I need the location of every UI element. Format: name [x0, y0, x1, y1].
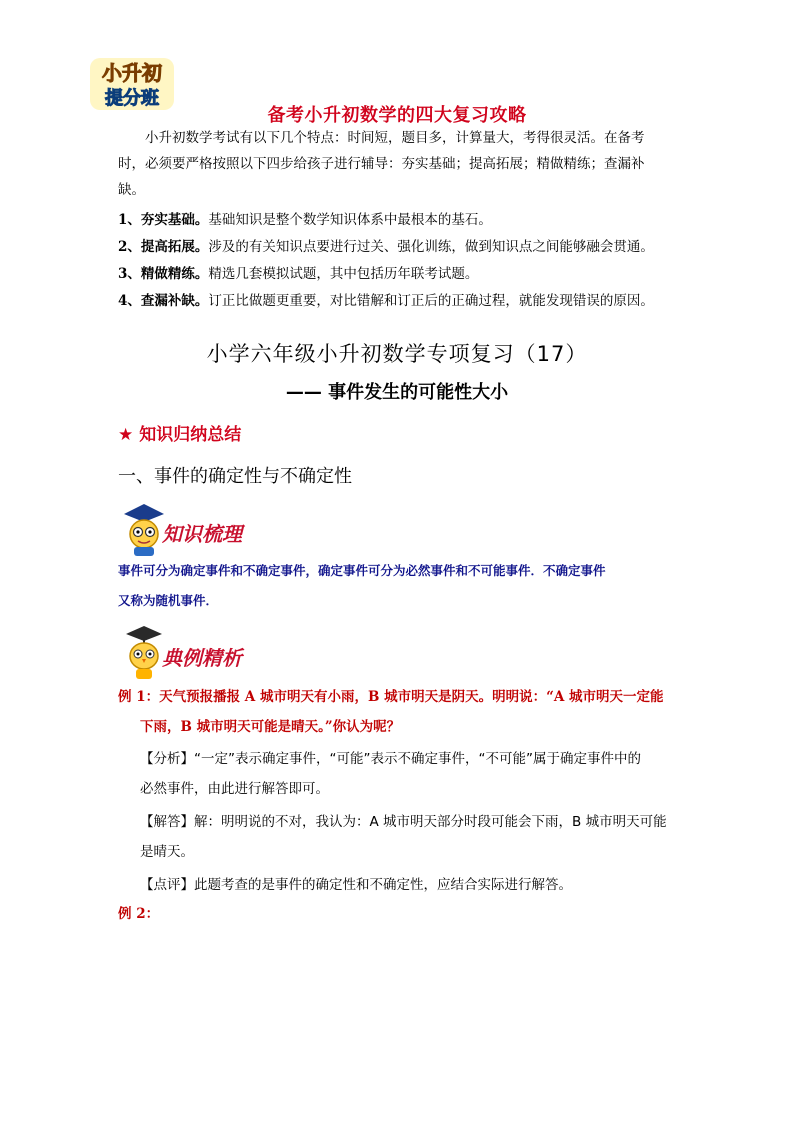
- comment-block: [140, 870, 680, 900]
- example-1-question: [118, 682, 688, 742]
- answer-block: [140, 807, 680, 867]
- section-heading-label: 知识归纳总结: [139, 425, 242, 445]
- example-badge-label: 典例精析: [162, 646, 242, 670]
- lesson-title: 小学六年级小升初数学专项复习（17）: [206, 342, 588, 366]
- page-title: 备考小升初数学的四大复习攻略: [267, 105, 527, 126]
- step-1-bold: 夯实基础。: [140, 212, 209, 228]
- step-2: [118, 234, 698, 260]
- analysis-line-2: 必然事件，由此进行解答即可。: [140, 781, 329, 797]
- knowledge-line-2: 又称为随机事件．: [118, 593, 219, 608]
- analysis-line-1: 【分析】“一定”表示确定事件，“可能”表示不确定事件，“不可能”属于确定事件中的: [140, 751, 641, 767]
- knowledge-badge-label: 知识梳理: [162, 522, 242, 546]
- lesson-subtitle: —— 事件发生的可能性大小: [285, 382, 509, 403]
- step-3-bold: 精做精练。: [140, 266, 209, 282]
- star-icon: ★: [118, 425, 134, 445]
- intro-line-1: 小升初数学考试有以下几个特点：时间短，题目多，计算量大，考得很灵活。在备考: [145, 130, 645, 146]
- step-1: [118, 207, 698, 233]
- intro-line-2: 时，必须要严格按照以下四步给孩子进行辅导：夯实基础；提高拓展；精做精练；查漏补: [118, 156, 645, 172]
- step-2-bold: 提高拓展。: [140, 239, 209, 255]
- example-2-label: 例 2：: [118, 906, 160, 922]
- subsection-heading: 一、事件的确定性与不确定性: [118, 466, 352, 487]
- example-badge: [118, 624, 278, 682]
- answer-line-2: 是晴天。: [140, 844, 194, 860]
- example-1-line-1: 例 1：天气预报播报 A 城市明天有小雨，B 城市明天是阴天。明明说：“A 城市明天一定能: [118, 689, 664, 705]
- step-1-num: 1、: [118, 212, 141, 228]
- knowledge-line-1: 事件可分为确定事件和不确定事件，确定事件可分为必然事件和不可能事件．不确定事件: [118, 563, 606, 578]
- logo-text-2: 提分班: [105, 88, 159, 109]
- step-2-num: 2、: [118, 239, 141, 255]
- step-3: [118, 261, 698, 287]
- knowledge-badge: [118, 500, 278, 558]
- intro-line-3: 缺。: [118, 182, 145, 198]
- step-2-text: 涉及的有关知识点要进行过关、强化训练，做到知识点之间能够融会贯通。: [208, 239, 654, 255]
- example-1-line-2: 下雨，B 城市明天可能是晴天。”你认为呢？: [140, 719, 401, 735]
- step-4-text: 订正比做题更重要，对比错解和订正后的正确过程，就能发现错误的原因。: [208, 293, 654, 309]
- section-heading: [118, 420, 241, 445]
- step-4: [118, 288, 698, 314]
- step-1-text: 基础知识是整个数学知识体系中最根本的基石。: [208, 212, 492, 228]
- step-4-num: 4、: [118, 293, 141, 309]
- scholar-icon: [118, 500, 168, 558]
- step-3-text: 精选几套模拟试题，其中包括历年联考试题。: [208, 266, 479, 282]
- answer-line-1: 【解答】解：明明说的不对，我认为：A 城市明天部分时段可能会下雨，B 城市明天可能: [140, 814, 667, 830]
- analysis-block: [140, 744, 680, 804]
- comment-line: 【点评】此题考查的是事件的确定性和不确定性，应结合实际进行解答。: [140, 877, 572, 893]
- step-3-num: 3、: [118, 266, 141, 282]
- logo-text-1: 小升初: [102, 61, 162, 85]
- step-4-bold: 查漏补缺。: [140, 293, 209, 309]
- owl-scholar-icon: [118, 624, 168, 682]
